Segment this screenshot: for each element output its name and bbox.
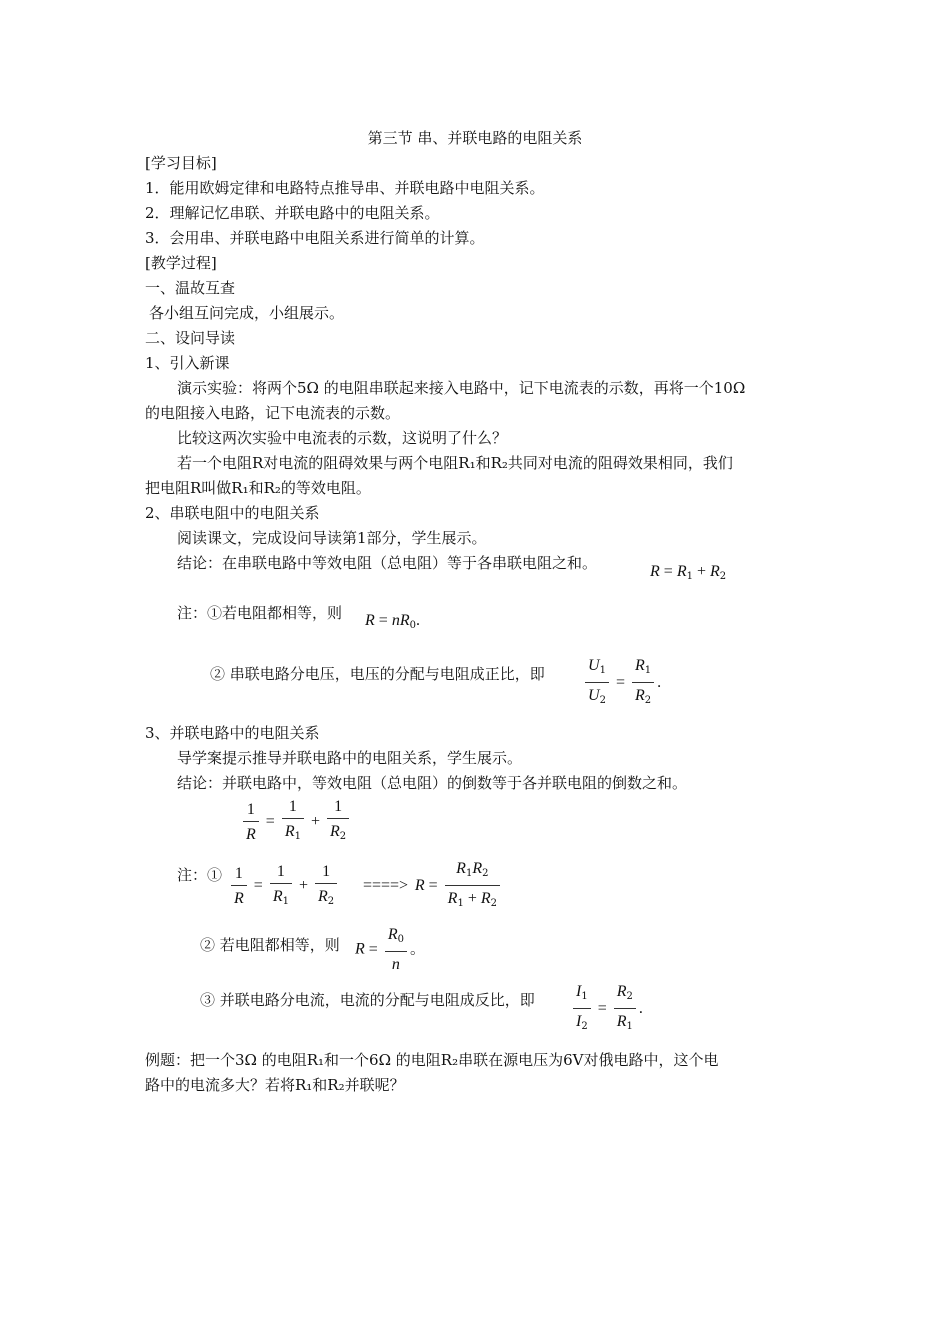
goals-header: [学习目标] [145, 154, 217, 172]
series-read-text: 阅读课文，完成设问导读第1部分，学生展示。 [177, 529, 487, 547]
parallel-derivation-formula: $\frac{1}{R}$ = $\frac{1}{R_1}$ + $\frac{1}{R_2}$ ====> R = $\frac{R_1R_2}{R_1 + R_2}$ [228, 859, 503, 913]
parallel-note-2-suffix: 。 [409, 939, 425, 958]
parallel-note-1: 注：① [177, 866, 223, 884]
series-equal-formula: $R = nR_0$. [365, 612, 420, 631]
subsection-3-title: 3、并联电路中的电阻关系 [145, 724, 320, 742]
parallel-note-2: ② 若电阻都相等，则 [200, 936, 340, 954]
process-header: [教学过程] [145, 254, 217, 272]
equivalent-text-line-2: 把电阻R叫做R₁和R₂的等效电阻。 [145, 479, 371, 497]
demo-text-line-1: 演示实验：将两个5Ω 的电阻串联起来接入电路中，记下电流表的示数，再将一个10Ω [177, 379, 746, 397]
derivation-arrow: ====> [362, 877, 409, 894]
equivalent-text-line-1: 若一个电阻R对电流的阻碍效果与两个电阻R₁和R₂共同对电流的阻碍效果相同，我们 [177, 454, 733, 472]
parallel-equal-formula: R = $\frac{R_0}{n}$ 。 [355, 926, 425, 973]
demo-text-line-2: 的电阻接入电路，记下电流表的示数。 [145, 404, 401, 422]
section-1-text: 各小组互问完成，小组展示。 [149, 304, 345, 322]
parallel-read-text: 导学案提示推导并联电路中的电阻关系，学生展示。 [177, 749, 523, 767]
subsection-1-title: 1、引入新课 [145, 354, 230, 372]
period: . [657, 674, 662, 691]
period: . [638, 1000, 643, 1017]
goal-item: 3．会用串、并联电路中电阻关系进行简单的计算。 [145, 229, 485, 247]
series-note-2: ② 串联电路分电压，电压的分配与电阻成正比，即 [210, 665, 545, 683]
page-title: 第三节 串、并联电路的电阻关系 [367, 129, 583, 147]
series-note-1: 注：①若电阻都相等，则 [177, 604, 343, 622]
goal-item: 2．理解记忆串联、并联电路中的电阻关系。 [145, 204, 440, 222]
series-conclusion: 结论：在串联电路中等效电阻（总电阻）等于各串联电阻之和。 [177, 554, 598, 572]
example-line-2: 路中的电流多大？若将R₁和R₂并联呢？ [145, 1076, 405, 1094]
parallel-formula: $\frac{1}{R}$ = $\frac{1}{R_1}$ + $\frac{1}{R_2}$ [240, 797, 352, 846]
series-formula: $R = R_1 + R_2$ [650, 563, 727, 582]
parallel-conclusion: 结论：并联电路中，等效电阻（总电阻）的倒数等于各并联电阻的倒数之和。 [177, 774, 688, 792]
example-line-1: 例题：把一个3Ω 的电阻R₁和一个6Ω 的电阻R₂串联在源电压为6V对俄电路中，这个电 [145, 1051, 719, 1069]
voltage-ratio-formula: $\frac{U_1}{U_2}$ = $\frac{R_1}{R_2}$ . [582, 656, 661, 710]
period: . [415, 612, 420, 629]
current-ratio-formula: $\frac{I_1}{I_2}$ = $\frac{R_2}{R_1}$ . [570, 982, 643, 1036]
subsection-2-title: 2、串联电阻中的电阻关系 [145, 504, 320, 522]
parallel-note-3: ③ 并联电路分电流，电流的分配与电阻成反比，即 [200, 991, 535, 1009]
goal-item: 1．能用欧姆定律和电路特点推导串、并联电路中电阻关系。 [145, 179, 545, 197]
section-2-title: 二、设问导读 [145, 329, 236, 347]
compare-text: 比较这两次实验中电流表的示数，这说明了什么？ [177, 429, 508, 447]
section-1-title: 一、温故互查 [145, 279, 236, 297]
